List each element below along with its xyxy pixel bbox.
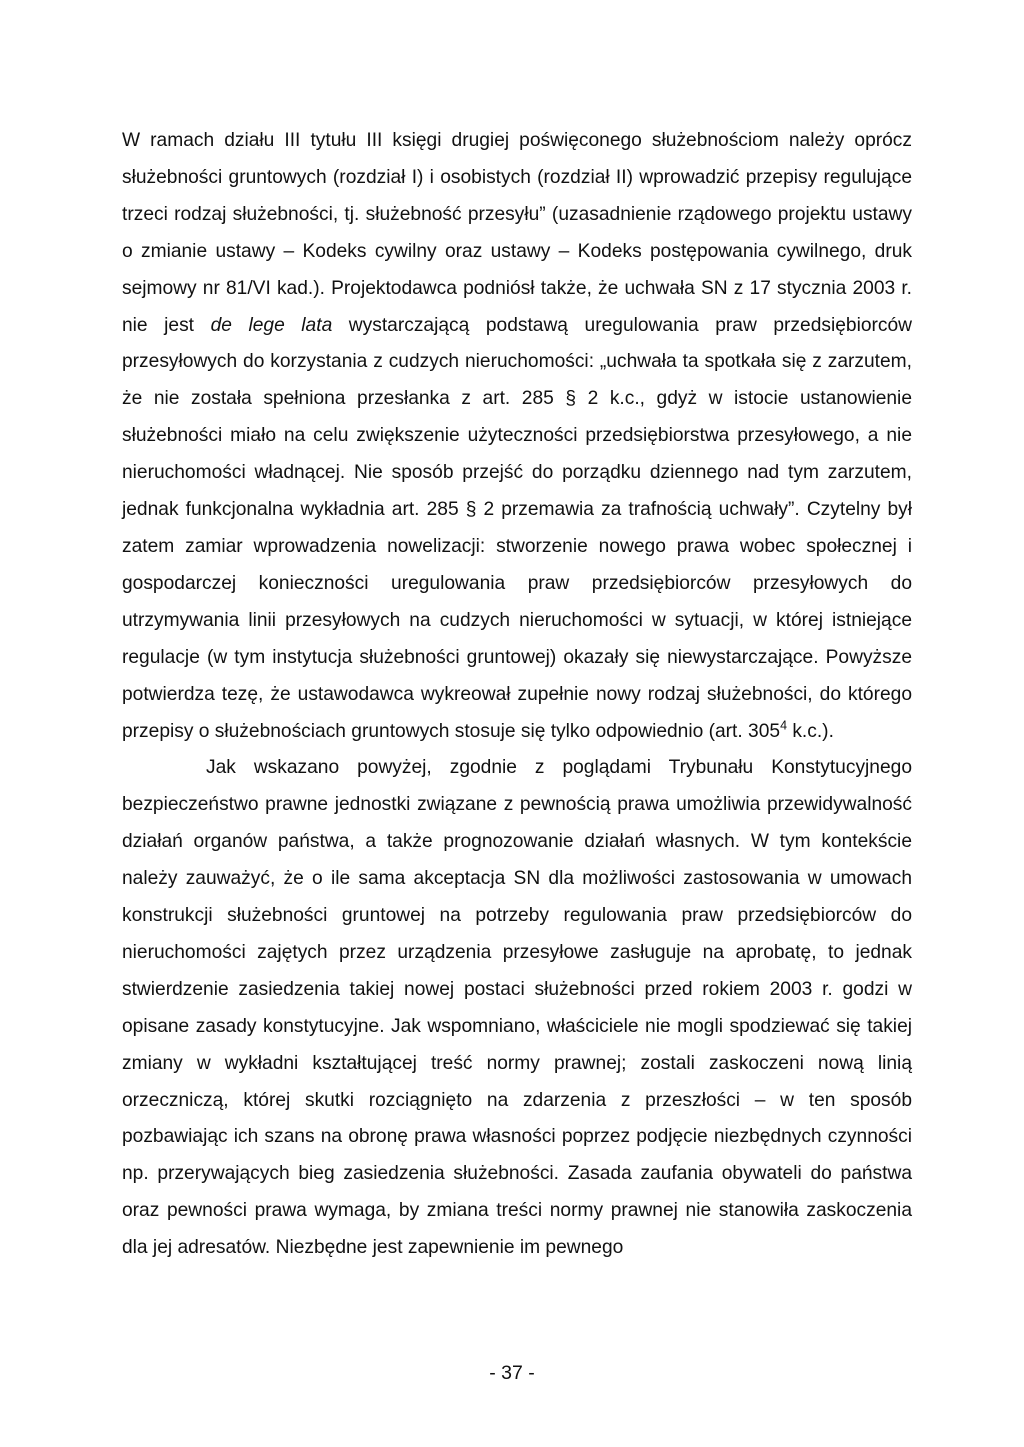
paragraph-1-part-2: wystarczającą podstawą uregulowania praw przedsiębiorców przesyłowych do korzystania z cudzych nieruchomości: „uchwała ta spotkała się z zarzutem, że nie została spełniona przesłanka z art. 285 § 2 k.c., gdyż w istocie ustanowienie służebności miało na celu zwiększenie użyteczności przedsiębiorstwa przesyłowego, a nie nieruchomości władnącej. Nie sposób przejść do porządku dziennego nad tym zarzutem, jednak funkcjonalna wykładnia art. 285 § 2 przemawia za trafnością uchwały”. Czytelny był zatem zamiar wprowadzenia nowelizacji: stworzenie nowego prawa wobec społecznej i gospodarczej konieczności uregulowania praw przedsiębiorców przesyłowych do utrzymywania linii przesyłowych na cudzych nieruchomości w sytuacji, w której istniejące regulacje (w tym instytucja służebności gruntowej) okazały się niewystarczające. Powyższe potwierdza tezę, że ustawodawca wykreował zupełnie nowy rodzaj służebności, do którego przepisy o służebnościach gruntowych stosuje się tylko odpowiednio (art. 305 xyxy=(122,314,913,742)
paragraph-1-part-3: k.c.). xyxy=(787,720,834,742)
paragraph-1-part-1: W ramach działu III tytułu III księgi drugiej poświęconego służebnościom należy oprócz służebności gruntowych (rozdział I) i osobistych (rozdział II) wprowadzić przepisy regulujące trzeci rodzaj służebności, tj. służebność przesyłu” (uzasadnienie rządowego projektu ustawy o zmianie ustawy – Kodeks cywilny oraz ustawy – Kodeks postępowania cywilnego, druk sejmowy nr 81/VI kad.). Projektodawca podniósł także, że uchwała SN z 17 stycznia 2003 r. nie jest xyxy=(122,130,912,336)
paragraph-1 xyxy=(122,123,912,750)
body-text xyxy=(122,123,912,1267)
article-superscript: 4 xyxy=(780,718,787,733)
paragraph-2: Jak wskazano powyżej, zgodnie z poglądami Trybunału Konstytucyjnego bezpieczeństwo prawne jednostki związane z pewnością prawa umożliwia przewidywalność działań organów państwa, a także prognozowanie działań własnych. W tym kontekście należy zauważyć, że o ile sama akceptacja SN dla możliwości zastosowania w umowach konstrukcji służebności gruntowej na potrzeby regulowania praw przedsiębiorców do nieruchomości zajętych przez urządzenia przesyłowe zasługuje na aprobatę, to jednak stwierdzenie zasiedzenia takiej nowej postaci służebności przed rokiem 2003 r. godzi w opisane zasady konstytucyjne. Jak wspomniano, właściciele nie mogli spodziewać się takiej zmiany w wykładni kształtującej treść normy prawnej; zostali zaskoczeni nową linią orzeczniczą, której skutki rozciągnięto na zdarzenia z przeszłości – w ten sposób pozbawiając ich szans na obronę prawa własności poprzez podjęcie niezbędnych czynności np. przerywających bieg zasiedzenia służebności. Zasada zaufania obywateli do państwa oraz pewności prawa wymaga, by zmiana treści normy prawnej nie stanowiła zaskoczenia dla jej adresatów. Niezbędne jest zapewnienie im pewnego xyxy=(122,757,912,1259)
page-number: - 37 - xyxy=(489,1362,535,1384)
latin-phrase: de lege lata xyxy=(210,314,333,336)
